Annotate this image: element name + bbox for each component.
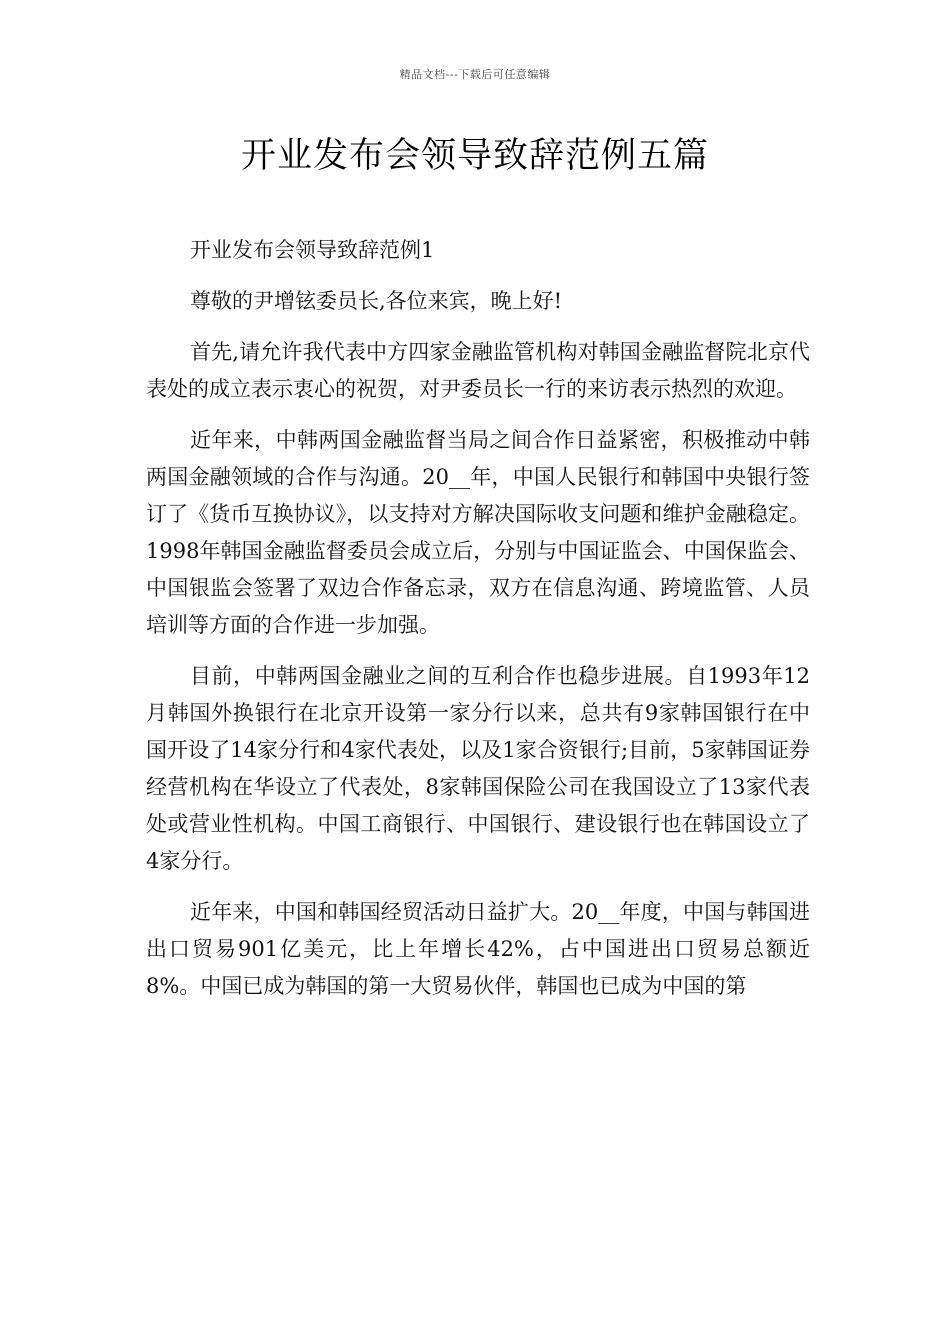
paragraph: 近年来，中国和韩国经贸活动日益扩大。20__年度，中国与韩国进出口贸易901亿美元，比上年增长42%，占中国进出口贸易总额近8%。中国已成为韩国的第一大贸易伙伴，韩国也已成为中国的第 [146,900,810,998]
paragraph: 目前，中韩两国金融业之间的互利合作也稳步进展。自1993年12月韩国外换银行在北京开设第一家分行以来，总共有9家韩国银行在中国开设了14家分行和4家代表处，以及1家合资银行;目前，5家韩国证券经营机构在华设立了代表处，8家韩国保险公司在我国设立了13家代表处或营业性机构。中国工商银行、中国银行、建设银行也在韩国设立了4家分行。 [146,664,810,873]
paragraph: 近年来，中韩两国金融监督当局之间合作日益紧密，积极推动中韩两国金融领域的合作与沟通。20__年，中国人民银行和韩国中央银行签订了《货币互换协议》，以支持对方解决国际收支问题和维护金融稳定。1998年韩国金融监督委员会成立后，分别与中国证监会、中国保监会、中国银监会签署了双边合作备忘录，双方在信息沟通、跨境监管、人员培训等方面的合作进一步加强。 [146,428,810,637]
paragraph-subtitle: 开业发布会领导致辞范例1 [190,238,435,262]
header-note: 精品文档---下载后可任意编辑 [399,68,551,81]
document-body [146,232,810,1019]
paragraph: 首先,请允许我代表中方四家金融监管机构对韩国金融监督院北京代表处的成立表示衷心的祝贺，对尹委员长一行的来访表示热烈的欢迎。 [146,340,810,401]
document-title: 开业发布会领导致辞范例五篇 [240,136,709,176]
paragraph-salutation: 尊敬的尹增铉委员长,各位来宾，晚上好! [190,289,563,313]
